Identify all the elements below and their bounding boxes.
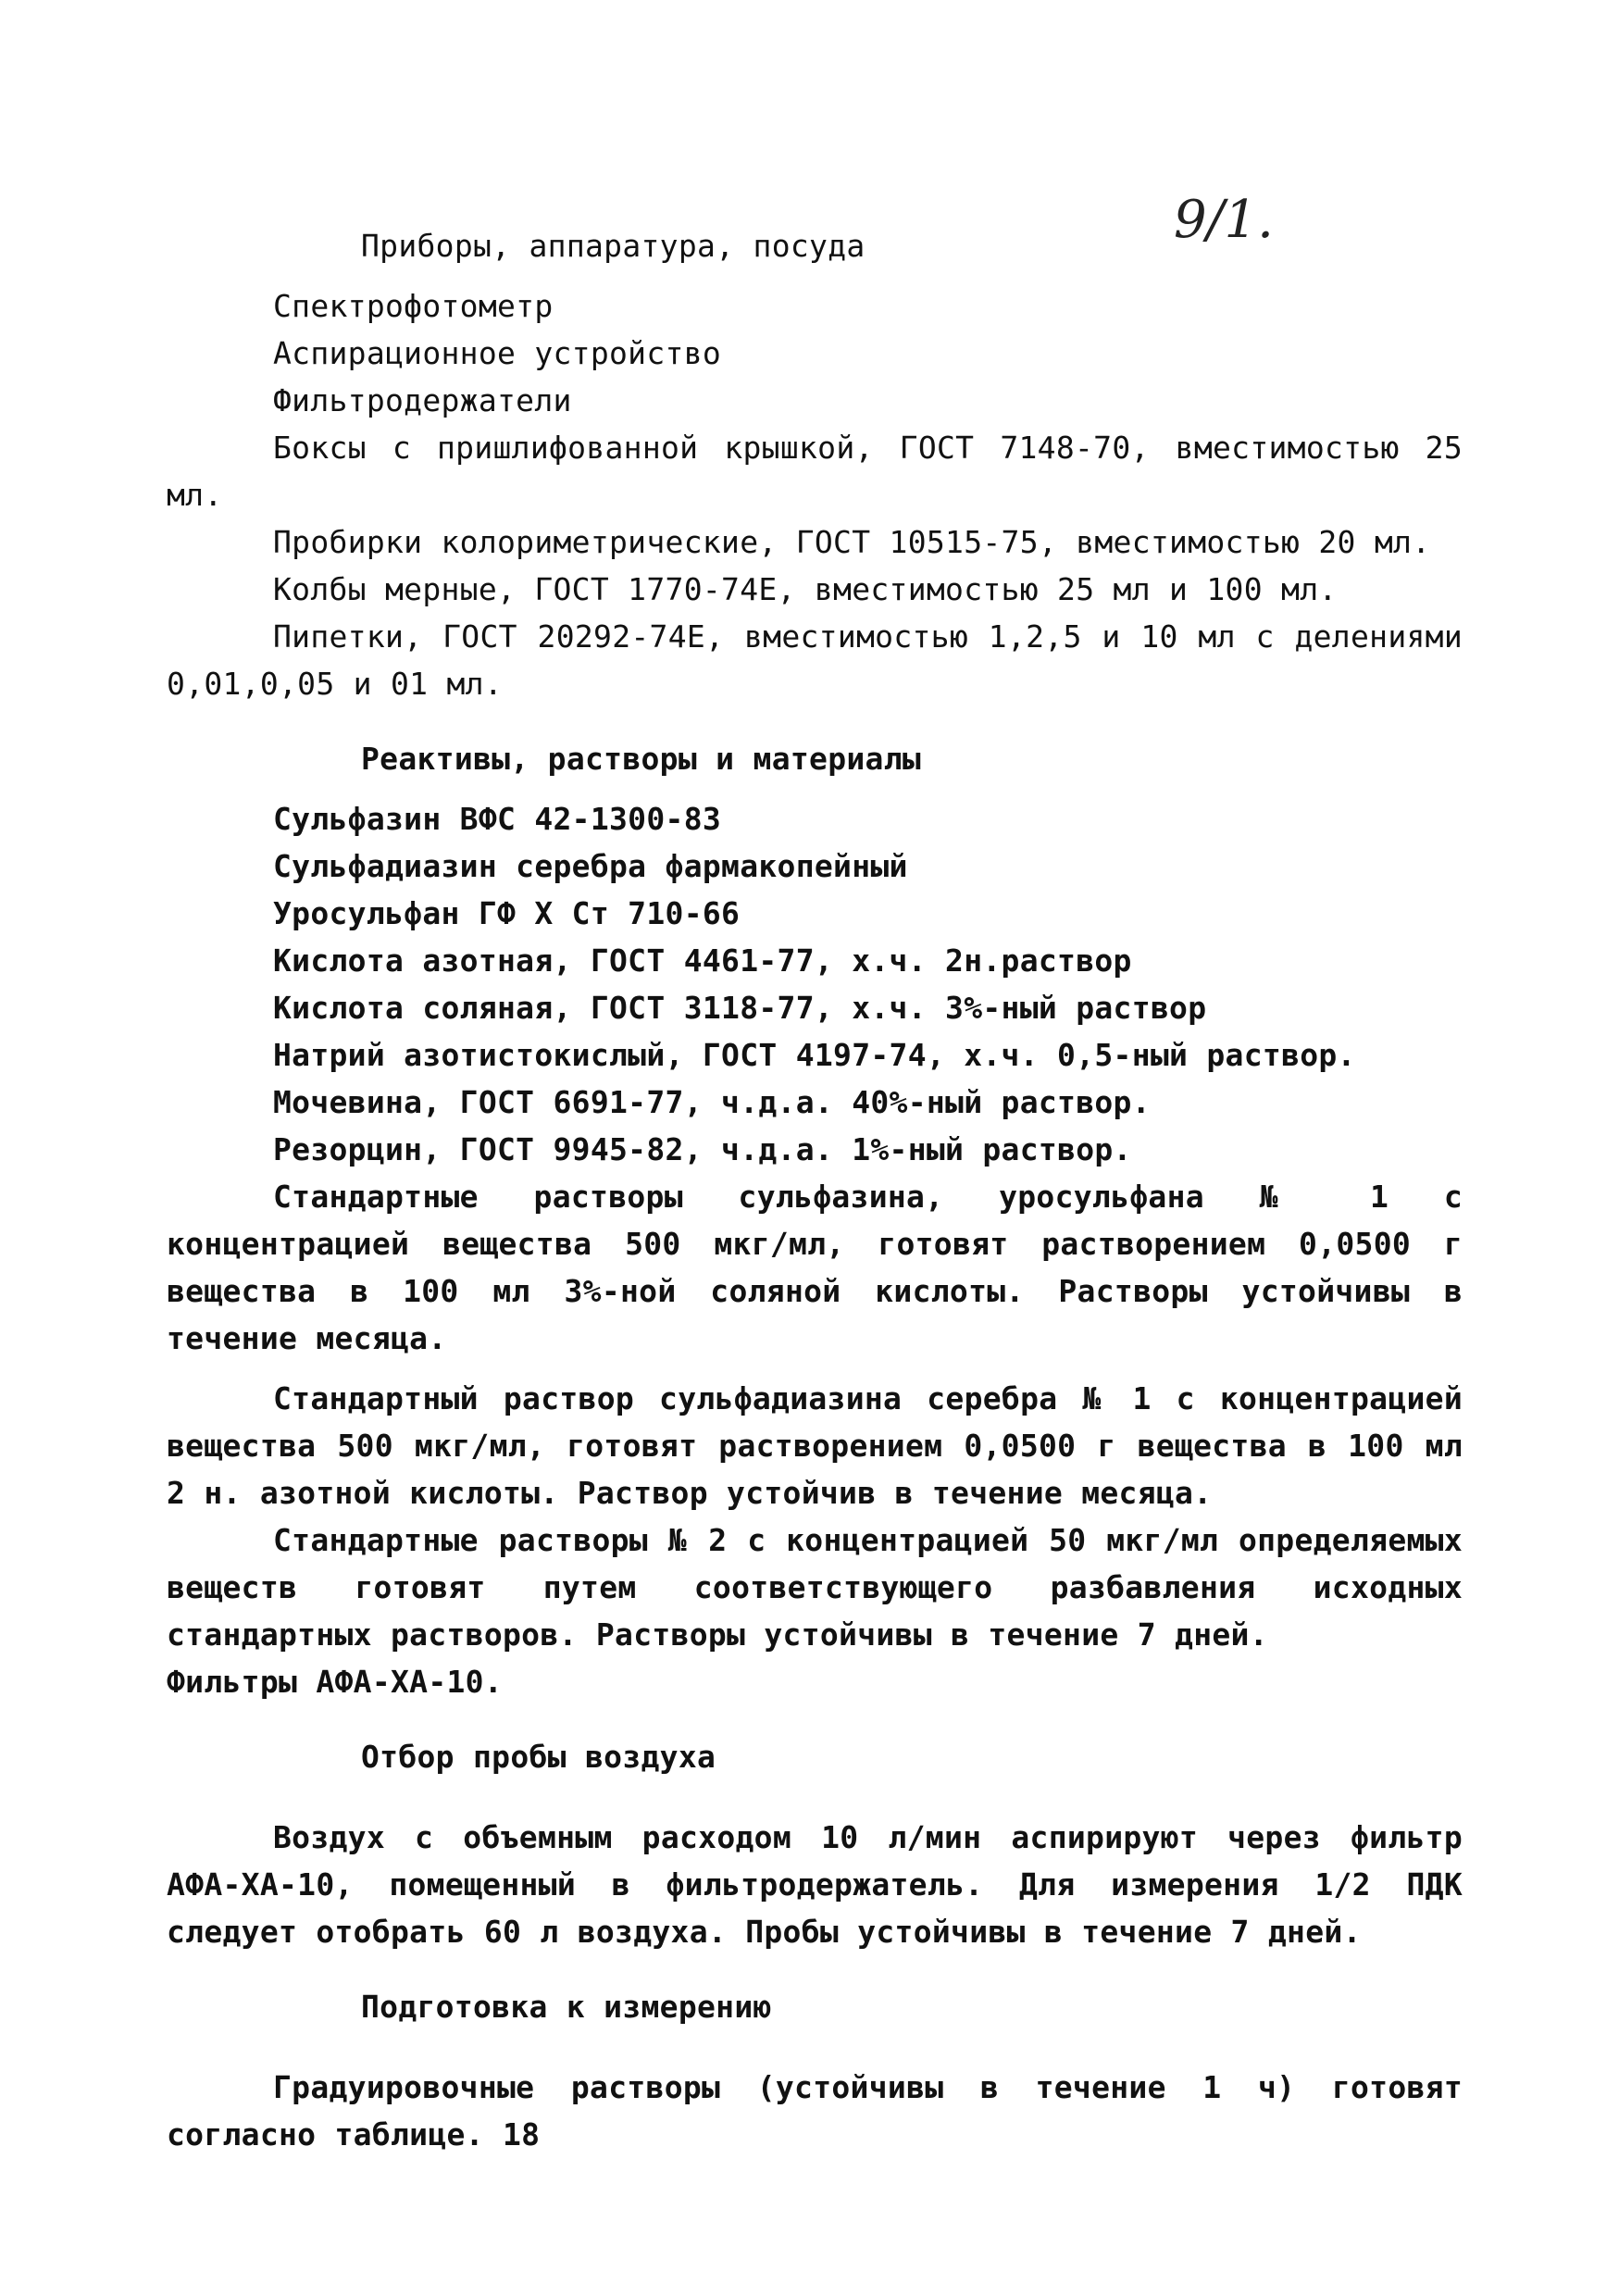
equipment-pipettes: Пипетки, ГОСТ 20292-74Е, вместимостью 1,2,5 и 10 мл с делениями 0,01,0,05 и 01 мл. xyxy=(167,618,1463,702)
preparation-paragraph: Градуировочные растворы (устойчивы в течение 1 ч) готовят согласно таблице. 18 xyxy=(167,2069,1463,2152)
reagent-item-sulfazine: Сульфазин ВФС 42-1300-83 xyxy=(273,801,722,837)
reagent-item-urosulfan: Уросульфан ГФ X Ст 710-66 xyxy=(273,895,741,931)
equipment-flasks: Колбы мерные, ГОСТ 1770-74Е, вместимостью 25 мл и 100 мл. xyxy=(273,571,1338,607)
reagents-paragraph-silver-sulfadiazine: Стандартный раствор сульфадиазина серебра № 1 с концентрацией вещества 500 мкг/мл, готовят растворением 0,0500 г вещества в 100 мл 2 н. азотной кислоты. Раствор устойчив в течение месяца. xyxy=(167,1380,1463,1511)
reagents-paragraph-standard-solutions: Стандартные растворы сульфазина, уросульфана № 1 с концентрацией вещества 500 мкг/мл, готовят растворением 0,0500 г вещества в 100 мл 3%-ной соляной кислоты. Растворы устойчивы в течение месяца. xyxy=(167,1179,1463,1356)
heading-reagents: Реактивы, растворы и материалы xyxy=(361,741,922,777)
equipment-item-spectrophotometer: Спектрофотометр xyxy=(273,288,554,324)
reagents-filters: Фильтры АФА-ХА-10. xyxy=(167,1664,504,1700)
sampling-paragraph: Воздух с объемным расходом 10 л/мин аспирируют через фильтр АФА-ХА-10, помещенный в фильтродержатель. Для измерения 1/2 ПДК следует отобрать 60 л воздуха. Пробы устойчивы в течение 7 дней. xyxy=(167,1819,1463,1950)
reagent-item-nitric-acid: Кислота азотная, ГОСТ 4461-77, х.ч. 2н.раствор xyxy=(273,942,1132,979)
equipment-boxes: Боксы с пришлифованной крышкой, ГОСТ 7148-70, вместимостью 25 мл. xyxy=(167,430,1463,513)
heading-equipment: Приборы, аппаратура, посуда xyxy=(361,228,866,264)
reagent-item-sodium-nitrite: Натрий азотистокислый, ГОСТ 4197-74, х.ч. 0,5-ный раствор. xyxy=(273,1037,1356,1073)
heading-preparation: Подготовка к измерению xyxy=(361,1989,772,2025)
reagent-item-resorcinol: Резорцин, ГОСТ 9945-82, ч.д.а. 1%-ный раствор. xyxy=(273,1131,1132,1167)
heading-sampling: Отбор пробы воздуха xyxy=(361,1739,716,1775)
reagent-item-urea: Мочевина, ГОСТ 6691-77, ч.д.а. 40%-ный раствор. xyxy=(273,1084,1151,1120)
reagent-item-silver-sulfadiazine: Сульфадиазин серебра фармакопейный xyxy=(273,848,908,884)
page-number: 9/1. xyxy=(1174,190,1274,250)
equipment-item-filter-holders: Фильтродержатели xyxy=(273,382,572,418)
equipment-tubes: Пробирки колориметрические, ГОСТ 10515-75, вместимостью 20 мл. xyxy=(273,524,1431,560)
reagent-item-hydrochloric-acid: Кислота соляная, ГОСТ 3118-77, х.ч. 3%-ный раствор xyxy=(273,990,1207,1026)
equipment-item-aspirator: Аспирационное устройство xyxy=(273,335,722,371)
reagents-paragraph-working-solutions: Стандартные растворы № 2 с концентрацией 50 мкг/мл определяемых веществ готовят путем соответствующего разбавления исходных стандартных растворов. Растворы устойчивы в течение 7 дней. xyxy=(167,1522,1463,1653)
document-body xyxy=(167,222,1463,2158)
